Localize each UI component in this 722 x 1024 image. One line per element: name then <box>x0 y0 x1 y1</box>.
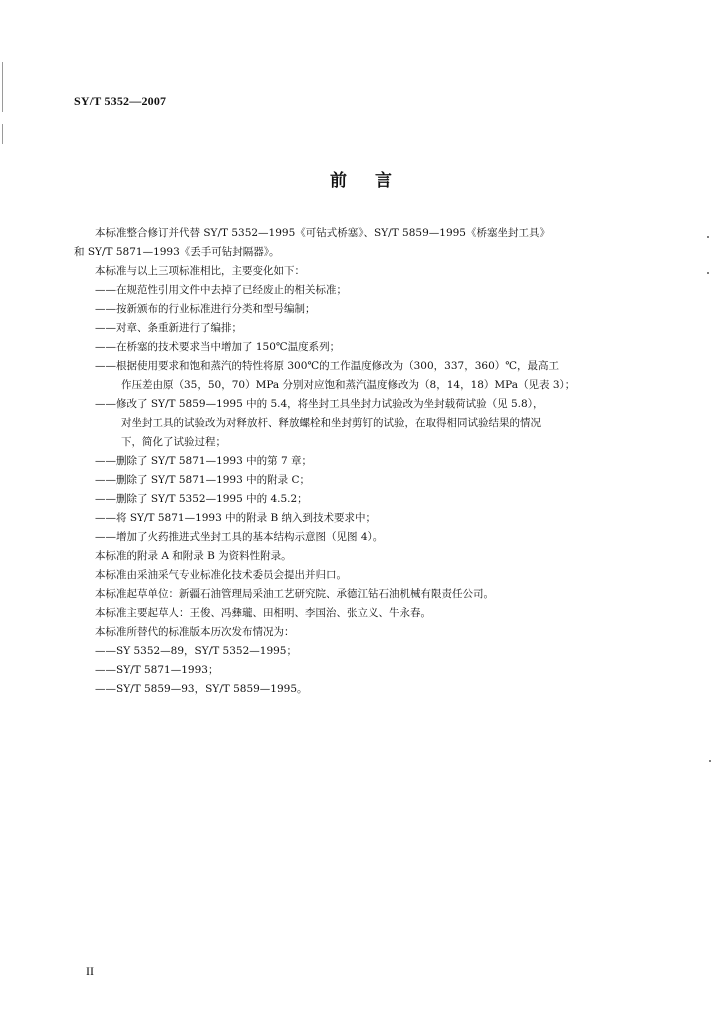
paragraph-line: 本标准起草单位：新疆石油管理局采油工艺研究院、承德江钻石油机械有限责任公司。 <box>95 588 494 600</box>
list-item: ——将 SY/T 5871—1993 中的附录 B 纳入到技术要求中； <box>95 512 377 524</box>
list-item: ——根据使用要求和饱和蒸汽的特性将原 300℃的工作温度修改为（300，337，360）℃，最高工 <box>95 360 559 372</box>
scan-speck <box>707 272 709 274</box>
document-code: SY/T 5352—2007 <box>74 94 167 108</box>
page-number: II <box>86 964 94 978</box>
list-item: ——修改了 SY/T 5859—1995 中的 5.4，将坐封工具坐封力试验改为坐封载荷试验（见 5.8）， <box>95 398 544 410</box>
list-item: ——在桥塞的技术要求当中增加了 150℃温度系列； <box>95 341 341 353</box>
paragraph-line: 和 SY/T 5871—1993《丢手可钻封隔器》。 <box>74 246 280 258</box>
list-item: ——SY/T 5871—1993； <box>95 664 219 676</box>
scan-edge-mark <box>2 124 3 144</box>
scan-speck <box>709 760 711 762</box>
paragraph-line: 本标准的附录 A 和附录 B 为资料性附录。 <box>95 550 292 562</box>
paragraph-line: 本标准与以上三项标准相比，主要变化如下： <box>95 265 305 277</box>
list-item: ——对章、条重新进行了编排； <box>95 322 242 334</box>
list-item: ——SY 5352—89，SY/T 5352—1995； <box>95 645 297 657</box>
list-item-continuation: 下，简化了试验过程； <box>121 436 226 448</box>
list-item: ——删除了 SY/T 5352—1995 中的 4.5.2； <box>95 493 308 505</box>
list-item: ——删除了 SY/T 5871—1993 中的附录 C； <box>95 474 310 486</box>
preface-body <box>74 224 644 699</box>
list-item: ——增加了火药推进式坐封工具的基本结构示意图（见图 4）。 <box>95 531 384 543</box>
list-item: ——在规范性引用文件中去掉了已经废止的相关标准； <box>95 284 347 296</box>
scan-speck <box>707 236 709 238</box>
list-item: ——按新颁布的行业标准进行分类和型号编制； <box>95 303 316 315</box>
scan-edge-mark <box>2 62 3 112</box>
paragraph-line: 本标准整合修订并代替 SY/T 5352—1995《可钻式桥塞》、SY/T 5859—1995《桥塞坐封工具》 <box>95 227 550 239</box>
paragraph-line: 本标准所替代的标准版本历次发布情况为： <box>95 626 295 638</box>
paragraph-line: 本标准由采油采气专业标准化技术委员会提出并归口。 <box>95 569 347 581</box>
page-title: 前言 <box>330 171 420 191</box>
list-item: ——删除了 SY/T 5871—1993 中的第 7 章； <box>95 455 312 467</box>
list-item: ——SY/T 5859—93，SY/T 5859—1995。 <box>95 683 308 695</box>
paragraph-line: 本标准主要起草人：王俊、冯彝瓏、田相明、李国治、张立义、牛永春。 <box>95 607 431 619</box>
list-item-continuation: 作压差由原（35，50，70）MPa 分别对应饱和蒸汽温度修改为（8，14，18）MPa（见表 3）； <box>121 379 576 391</box>
list-item-continuation: 对坐封工具的试验改为对释放杆、释放螺栓和坐封剪钉的试验，在取得相同试验结果的情况 <box>121 417 541 429</box>
